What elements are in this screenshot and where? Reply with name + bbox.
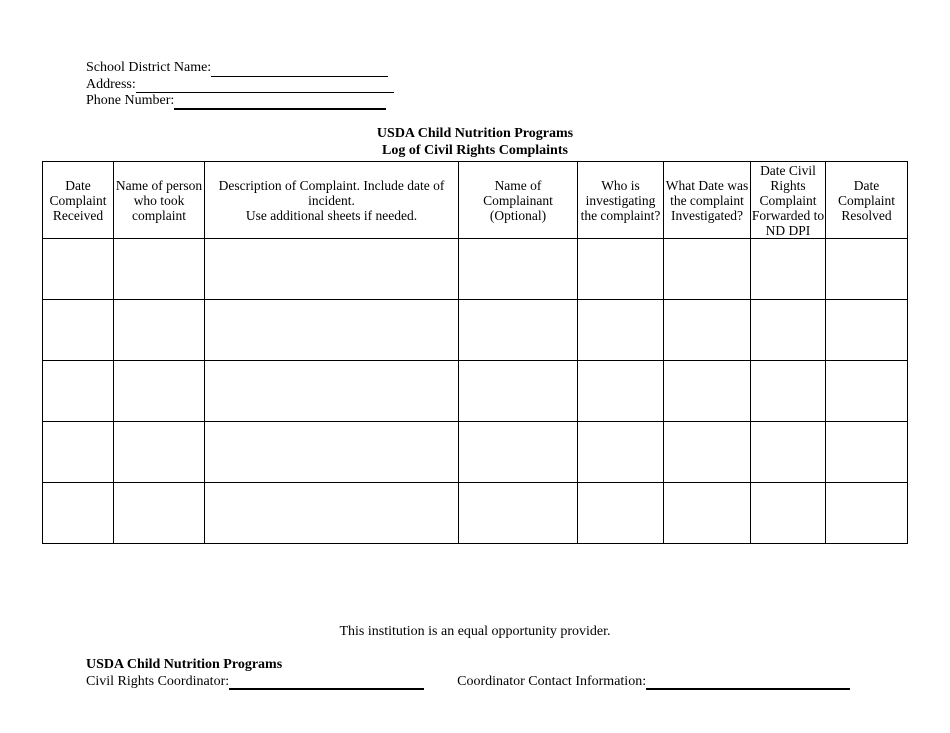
col-description: Description of Complaint. Include date of incident. Use additional sheets if needed. [205,162,459,239]
cell-taken-by[interactable] [114,422,205,483]
cell-complainant[interactable] [459,239,578,300]
coordinator-field[interactable] [229,675,424,690]
cell-complainant[interactable] [459,483,578,544]
footer-program-title: USDA Child Nutrition Programs [86,657,283,672]
cell-investigator[interactable] [578,483,664,544]
district-name-field[interactable] [211,63,388,77]
table-row [43,422,908,483]
cell-investigator[interactable] [578,239,664,300]
cell-date-forwarded[interactable] [751,422,826,483]
cell-date-received[interactable] [43,239,114,300]
col-taken-by: Name of person who took complaint [114,162,205,239]
equal-opportunity-statement: This institution is an equal opportunity provider. [339,624,611,639]
cell-date-investigated[interactable] [664,300,751,361]
cell-complainant[interactable] [459,300,578,361]
coordinator-block [86,674,886,690]
cell-taken-by[interactable] [114,361,205,422]
cell-description[interactable] [205,483,459,544]
col-complainant: Name of Complainant (Optional) [459,162,578,239]
address-field[interactable] [136,79,394,93]
table-row [43,300,908,361]
col-date-forwarded: Date Civil Rights Complaint Forwarded to ND DPI [751,162,825,238]
cell-date-investigated[interactable] [664,422,751,483]
cell-date-forwarded[interactable] [751,483,826,544]
col-investigator: Who is investigating the complaint? [578,162,664,239]
coordinator-label: Civil Rights Coordinator: [86,674,230,689]
cell-date-resolved[interactable] [826,239,908,300]
cell-date-forwarded[interactable] [751,361,826,422]
cell-date-forwarded[interactable] [751,300,826,361]
cell-date-forwarded[interactable] [751,239,826,300]
cell-date-investigated[interactable] [664,483,751,544]
phone-row [86,93,394,110]
complaints-log-table [42,161,908,544]
cell-date-received[interactable] [43,483,114,544]
cell-date-resolved[interactable] [826,483,908,544]
phone-field[interactable] [174,95,386,110]
cell-complainant[interactable] [459,422,578,483]
district-name-row [86,60,394,77]
col-date-resolved: Date Complaint Resolved [826,162,908,239]
col-date-investigated: What Date was the complaint Investigated? [664,162,751,239]
cell-description[interactable] [205,239,459,300]
contact-info-field[interactable] [646,675,850,690]
cell-description[interactable] [205,361,459,422]
table-row [43,239,908,300]
program-title: USDA Child Nutrition Programs [376,126,574,141]
log-title: Log of Civil Rights Complaints [382,143,568,158]
col-date-received: Date Complaint Received [43,162,114,239]
district-name-label: School District Name: [86,60,212,75]
cell-investigator[interactable] [578,300,664,361]
cell-taken-by[interactable] [114,239,205,300]
cell-date-resolved[interactable] [826,422,908,483]
table-body [43,239,908,544]
table-row [43,483,908,544]
cell-complainant[interactable] [459,361,578,422]
cell-date-received[interactable] [43,422,114,483]
cell-date-investigated[interactable] [664,239,751,300]
cell-date-investigated[interactable] [664,361,751,422]
cell-date-received[interactable] [43,361,114,422]
cell-date-received[interactable] [43,300,114,361]
cell-date-resolved[interactable] [826,361,908,422]
cell-investigator[interactable] [578,361,664,422]
cell-taken-by[interactable] [114,483,205,544]
phone-label: Phone Number: [86,93,175,108]
form-title [0,125,950,159]
address-label: Address: [86,76,136,92]
contact-info-label: Coordinator Contact Information: [457,674,647,689]
table-header-row [43,162,908,239]
cell-taken-by[interactable] [114,300,205,361]
cell-date-resolved[interactable] [826,300,908,361]
cell-investigator[interactable] [578,422,664,483]
cell-description[interactable] [205,422,459,483]
table-row [43,361,908,422]
address-row [86,77,394,94]
cell-description[interactable] [205,300,459,361]
district-info-block [86,60,394,110]
